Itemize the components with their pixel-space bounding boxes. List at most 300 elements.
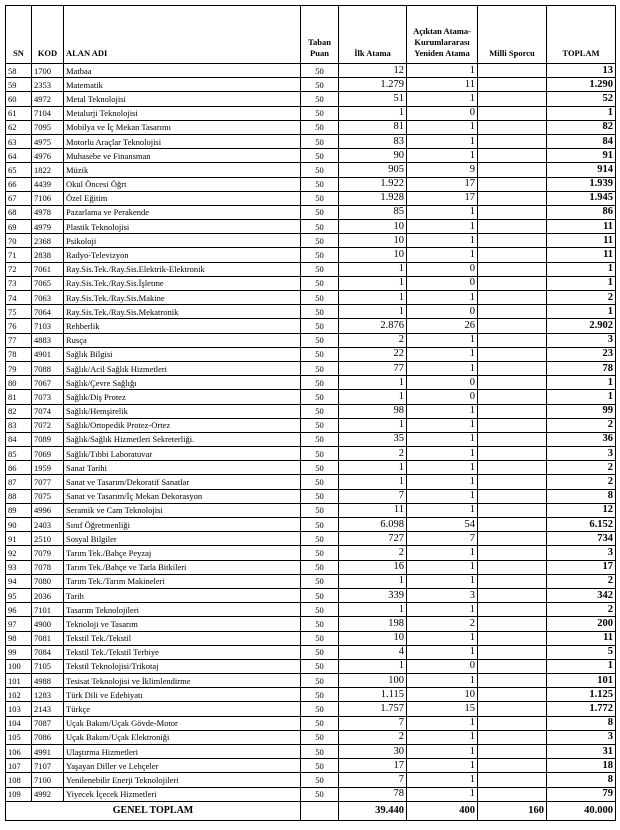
cell-kod: 2510 xyxy=(32,532,64,546)
cell-milli-sporcu xyxy=(478,361,547,375)
cell-milli-sporcu xyxy=(478,659,547,673)
cell-aciktan-atama: 11 xyxy=(407,78,478,92)
cell-ilk-atama: 905 xyxy=(339,163,407,177)
cell-alan-adi: Rusça xyxy=(64,333,301,347)
cell-kod: 7106 xyxy=(32,191,64,205)
cell-aciktan-atama: 1 xyxy=(407,418,478,432)
cell-milli-sporcu xyxy=(478,518,547,532)
cell-milli-sporcu xyxy=(478,149,547,163)
cell-sn: 67 xyxy=(6,191,32,205)
cell-aciktan-atama: 1 xyxy=(407,248,478,262)
cell-sn: 104 xyxy=(6,716,32,730)
cell-aciktan-atama: 1 xyxy=(407,432,478,446)
cell-milli-sporcu xyxy=(478,532,547,546)
cell-sn: 73 xyxy=(6,276,32,290)
table-row xyxy=(6,64,616,78)
table-row xyxy=(6,149,616,163)
cell-milli-sporcu xyxy=(478,234,547,248)
table-header-row xyxy=(6,6,616,64)
cell-taban-puan: 50 xyxy=(301,688,339,702)
cell-sn: 105 xyxy=(6,730,32,744)
cell-toplam: 2.902 xyxy=(547,319,616,333)
cell-kod: 7104 xyxy=(32,106,64,120)
cell-toplam: 78 xyxy=(547,361,616,375)
table-row xyxy=(6,503,616,517)
table-row xyxy=(6,546,616,560)
cell-kod: 7075 xyxy=(32,489,64,503)
cell-kod: 4976 xyxy=(32,149,64,163)
cell-taban-puan: 50 xyxy=(301,418,339,432)
header-taban-puan: Taban Puan xyxy=(301,6,339,64)
cell-toplam: 36 xyxy=(547,432,616,446)
cell-toplam: 914 xyxy=(547,163,616,177)
cell-toplam: 5 xyxy=(547,645,616,659)
cell-ilk-atama: 51 xyxy=(339,92,407,106)
cell-aciktan-atama: 1 xyxy=(407,361,478,375)
cell-kod: 7105 xyxy=(32,659,64,673)
cell-toplam: 1 xyxy=(547,106,616,120)
cell-milli-sporcu xyxy=(478,645,547,659)
cell-alan-adi: Okul Öncesi Öğrt xyxy=(64,177,301,191)
cell-sn: 107 xyxy=(6,759,32,773)
cell-taban-puan: 50 xyxy=(301,730,339,744)
table-row xyxy=(6,205,616,219)
cell-ilk-atama: 1.922 xyxy=(339,177,407,191)
cell-ilk-atama: 78 xyxy=(339,787,407,801)
table-row xyxy=(6,745,616,759)
cell-sn: 68 xyxy=(6,205,32,219)
cell-aciktan-atama: 0 xyxy=(407,390,478,404)
cell-kod: 1822 xyxy=(32,163,64,177)
cell-alan-adi: Uçak Bakım/Uçak Elektroniği xyxy=(64,730,301,744)
table-row xyxy=(6,92,616,106)
cell-alan-adi: Tekstil Tek./Tekstil Terbiye xyxy=(64,645,301,659)
header-sn: SN xyxy=(6,6,32,64)
cell-kod: 7087 xyxy=(32,716,64,730)
cell-toplam: 13 xyxy=(547,64,616,78)
cell-ilk-atama: 1 xyxy=(339,276,407,290)
table-row xyxy=(6,361,616,375)
table-row xyxy=(6,347,616,361)
cell-kod: 7064 xyxy=(32,305,64,319)
table-row xyxy=(6,276,616,290)
cell-kod: 7069 xyxy=(32,447,64,461)
cell-sn: 61 xyxy=(6,106,32,120)
header-alan-adi: ALAN ADI xyxy=(64,6,301,64)
cell-ilk-atama: 6.098 xyxy=(339,518,407,532)
cell-toplam: 3 xyxy=(547,333,616,347)
cell-sn: 80 xyxy=(6,376,32,390)
cell-alan-adi: Matematik xyxy=(64,78,301,92)
table-row xyxy=(6,305,616,319)
cell-kod: 4900 xyxy=(32,617,64,631)
cell-aciktan-atama: 1 xyxy=(407,447,478,461)
cell-alan-adi: Metalurji Teknolojisi xyxy=(64,106,301,120)
cell-milli-sporcu xyxy=(478,248,547,262)
cell-taban-puan: 50 xyxy=(301,361,339,375)
cell-kod: 7103 xyxy=(32,319,64,333)
cell-alan-adi: Seramik ve Cam Teknolojisi xyxy=(64,503,301,517)
cell-alan-adi: Uçak Bakım/Uçak Gövde-Motor xyxy=(64,716,301,730)
header-kod: KOD xyxy=(32,6,64,64)
cell-sn: 84 xyxy=(6,432,32,446)
cell-alan-adi: Ray.Sis.Tek./Ray.Sis.Mekatronik xyxy=(64,305,301,319)
cell-milli-sporcu xyxy=(478,390,547,404)
cell-toplam: 12 xyxy=(547,503,616,517)
table-row xyxy=(6,475,616,489)
cell-sn: 87 xyxy=(6,475,32,489)
cell-sn: 106 xyxy=(6,745,32,759)
cell-alan-adi: Radyo-Televizyon xyxy=(64,248,301,262)
cell-toplam: 17 xyxy=(547,560,616,574)
cell-milli-sporcu xyxy=(478,702,547,716)
cell-kod: 7063 xyxy=(32,291,64,305)
cell-aciktan-atama: 1 xyxy=(407,92,478,106)
cell-milli-sporcu xyxy=(478,631,547,645)
cell-alan-adi: Pazarlama ve Perakende xyxy=(64,205,301,219)
cell-kod: 7061 xyxy=(32,262,64,276)
cell-aciktan-atama: 1 xyxy=(407,291,478,305)
cell-sn: 65 xyxy=(6,163,32,177)
cell-sn: 76 xyxy=(6,319,32,333)
cell-taban-puan: 50 xyxy=(301,248,339,262)
cell-taban-puan: 50 xyxy=(301,390,339,404)
cell-kod: 7084 xyxy=(32,645,64,659)
cell-taban-puan: 50 xyxy=(301,220,339,234)
table-row xyxy=(6,560,616,574)
cell-alan-adi: Yenilenebilir Enerji Teknolojileri xyxy=(64,773,301,787)
cell-kod: 7078 xyxy=(32,560,64,574)
cell-alan-adi: Mobilya ve İç Mekan Tasarımı xyxy=(64,120,301,134)
table-row xyxy=(6,518,616,532)
cell-toplam: 1 xyxy=(547,305,616,319)
cell-ilk-atama: 98 xyxy=(339,404,407,418)
table-row xyxy=(6,659,616,673)
cell-kod: 7107 xyxy=(32,759,64,773)
cell-sn: 60 xyxy=(6,92,32,106)
cell-toplam: 1 xyxy=(547,262,616,276)
cell-aciktan-atama: 1 xyxy=(407,220,478,234)
cell-taban-puan: 50 xyxy=(301,759,339,773)
cell-aciktan-atama: 1 xyxy=(407,745,478,759)
cell-aciktan-atama: 1 xyxy=(407,475,478,489)
cell-taban-puan: 50 xyxy=(301,120,339,134)
cell-milli-sporcu xyxy=(478,291,547,305)
cell-toplam: 342 xyxy=(547,588,616,602)
cell-sn: 97 xyxy=(6,617,32,631)
cell-alan-adi: Sağlık/Ortopedik Protez-Ortez xyxy=(64,418,301,432)
cell-ilk-atama: 2 xyxy=(339,546,407,560)
cell-taban-puan: 50 xyxy=(301,787,339,801)
cell-sn: 64 xyxy=(6,149,32,163)
cell-milli-sporcu xyxy=(478,134,547,148)
cell-taban-puan: 50 xyxy=(301,447,339,461)
cell-kod: 7095 xyxy=(32,120,64,134)
cell-sn: 62 xyxy=(6,120,32,134)
cell-toplam: 3 xyxy=(547,447,616,461)
cell-taban-puan: 50 xyxy=(301,617,339,631)
cell-toplam: 2 xyxy=(547,461,616,475)
cell-taban-puan: 50 xyxy=(301,475,339,489)
cell-alan-adi: Tasarım Teknolojileri xyxy=(64,603,301,617)
cell-ilk-atama: 1.279 xyxy=(339,78,407,92)
cell-ilk-atama: 7 xyxy=(339,716,407,730)
header-ilk-atama: İlk Atama xyxy=(339,6,407,64)
cell-milli-sporcu xyxy=(478,773,547,787)
cell-kod: 7080 xyxy=(32,574,64,588)
cell-aciktan-atama: 1 xyxy=(407,404,478,418)
cell-milli-sporcu xyxy=(478,404,547,418)
cell-aciktan-atama: 1 xyxy=(407,347,478,361)
cell-toplam: 84 xyxy=(547,134,616,148)
cell-aciktan-atama: 1 xyxy=(407,489,478,503)
table-row xyxy=(6,248,616,262)
cell-taban-puan: 50 xyxy=(301,546,339,560)
cell-toplam: 11 xyxy=(547,220,616,234)
grand-total-row xyxy=(6,801,616,820)
cell-toplam: 79 xyxy=(547,787,616,801)
cell-taban-puan: 50 xyxy=(301,276,339,290)
cell-sn: 82 xyxy=(6,404,32,418)
cell-ilk-atama: 1 xyxy=(339,461,407,475)
cell-milli-sporcu xyxy=(478,447,547,461)
cell-ilk-atama: 1.928 xyxy=(339,191,407,205)
cell-taban-puan: 50 xyxy=(301,645,339,659)
grand-total-milli-sporcu: 160 xyxy=(478,801,547,820)
cell-toplam: 1.772 xyxy=(547,702,616,716)
cell-aciktan-atama: 1 xyxy=(407,546,478,560)
table-row xyxy=(6,177,616,191)
cell-taban-puan: 50 xyxy=(301,716,339,730)
cell-milli-sporcu xyxy=(478,191,547,205)
cell-alan-adi: Sağlık/Acil Sağlık Hizmetleri xyxy=(64,361,301,375)
cell-milli-sporcu xyxy=(478,163,547,177)
cell-aciktan-atama: 7 xyxy=(407,532,478,546)
cell-ilk-atama: 1 xyxy=(339,376,407,390)
cell-sn: 92 xyxy=(6,546,32,560)
cell-sn: 78 xyxy=(6,347,32,361)
cell-toplam: 1 xyxy=(547,276,616,290)
cell-ilk-atama: 1 xyxy=(339,291,407,305)
cell-alan-adi: Muhasebe ve Finansman xyxy=(64,149,301,163)
cell-aciktan-atama: 1 xyxy=(407,645,478,659)
cell-milli-sporcu xyxy=(478,503,547,517)
cell-sn: 108 xyxy=(6,773,32,787)
cell-aciktan-atama: 1 xyxy=(407,134,478,148)
cell-milli-sporcu xyxy=(478,305,547,319)
cell-aciktan-atama: 1 xyxy=(407,574,478,588)
cell-sn: 103 xyxy=(6,702,32,716)
cell-toplam: 23 xyxy=(547,347,616,361)
cell-aciktan-atama: 15 xyxy=(407,702,478,716)
cell-taban-puan: 50 xyxy=(301,432,339,446)
cell-sn: 89 xyxy=(6,503,32,517)
cell-ilk-atama: 22 xyxy=(339,347,407,361)
cell-alan-adi: Müzik xyxy=(64,163,301,177)
table-row xyxy=(6,376,616,390)
cell-toplam: 11 xyxy=(547,631,616,645)
cell-toplam: 1.290 xyxy=(547,78,616,92)
table-row xyxy=(6,759,616,773)
cell-kod: 1283 xyxy=(32,688,64,702)
cell-toplam: 2 xyxy=(547,291,616,305)
cell-aciktan-atama: 9 xyxy=(407,163,478,177)
cell-kod: 4979 xyxy=(32,220,64,234)
table-row xyxy=(6,674,616,688)
cell-kod: 1700 xyxy=(32,64,64,78)
cell-milli-sporcu xyxy=(478,730,547,744)
cell-taban-puan: 50 xyxy=(301,106,339,120)
cell-kod: 4996 xyxy=(32,503,64,517)
table-body xyxy=(6,64,616,802)
cell-sn: 70 xyxy=(6,234,32,248)
cell-toplam: 2 xyxy=(547,603,616,617)
cell-ilk-atama: 1.115 xyxy=(339,688,407,702)
table-row xyxy=(6,603,616,617)
cell-milli-sporcu xyxy=(478,489,547,503)
cell-aciktan-atama: 2 xyxy=(407,617,478,631)
cell-sn: 83 xyxy=(6,418,32,432)
cell-milli-sporcu xyxy=(478,588,547,602)
table-row xyxy=(6,489,616,503)
table-row xyxy=(6,787,616,801)
cell-taban-puan: 50 xyxy=(301,149,339,163)
cell-alan-adi: Matbaa xyxy=(64,64,301,78)
cell-kod: 1959 xyxy=(32,461,64,475)
cell-toplam: 1.945 xyxy=(547,191,616,205)
cell-alan-adi: Tarım Tek./Tarım Makineleri xyxy=(64,574,301,588)
cell-sn: 93 xyxy=(6,560,32,574)
grand-total-ilk-atama: 39.440 xyxy=(339,801,407,820)
cell-sn: 77 xyxy=(6,333,32,347)
table-row xyxy=(6,404,616,418)
cell-alan-adi: Özel Eğitim xyxy=(64,191,301,205)
cell-taban-puan: 50 xyxy=(301,404,339,418)
cell-milli-sporcu xyxy=(478,64,547,78)
cell-milli-sporcu xyxy=(478,262,547,276)
cell-aciktan-atama: 1 xyxy=(407,674,478,688)
cell-taban-puan: 50 xyxy=(301,674,339,688)
cell-alan-adi: Ray.Sis.Tek./Ray.Sis.Elektrik-Elektronik xyxy=(64,262,301,276)
cell-ilk-atama: 90 xyxy=(339,149,407,163)
table-row xyxy=(6,702,616,716)
cell-ilk-atama: 7 xyxy=(339,773,407,787)
cell-taban-puan: 50 xyxy=(301,745,339,759)
cell-sn: 71 xyxy=(6,248,32,262)
grand-total-taban xyxy=(301,801,339,820)
cell-taban-puan: 50 xyxy=(301,503,339,517)
cell-aciktan-atama: 17 xyxy=(407,191,478,205)
cell-alan-adi: Motorlu Araçlar Teknolojisi xyxy=(64,134,301,148)
cell-ilk-atama: 1 xyxy=(339,603,407,617)
cell-toplam: 6.152 xyxy=(547,518,616,532)
cell-ilk-atama: 77 xyxy=(339,361,407,375)
table-row xyxy=(6,588,616,602)
cell-milli-sporcu xyxy=(478,92,547,106)
cell-ilk-atama: 1 xyxy=(339,418,407,432)
placement-table xyxy=(5,5,616,821)
cell-milli-sporcu xyxy=(478,716,547,730)
cell-milli-sporcu xyxy=(478,78,547,92)
cell-alan-adi: Tarım Tek./Bahçe Peyzaj xyxy=(64,546,301,560)
cell-alan-adi: Metal Teknolojisi xyxy=(64,92,301,106)
cell-taban-puan: 50 xyxy=(301,560,339,574)
cell-aciktan-atama: 26 xyxy=(407,319,478,333)
cell-taban-puan: 50 xyxy=(301,177,339,191)
cell-aciktan-atama: 1 xyxy=(407,205,478,219)
cell-taban-puan: 50 xyxy=(301,134,339,148)
cell-kod: 4988 xyxy=(32,674,64,688)
cell-toplam: 1 xyxy=(547,659,616,673)
cell-kod: 4972 xyxy=(32,92,64,106)
table-row xyxy=(6,688,616,702)
grand-total-toplam: 40.000 xyxy=(547,801,616,820)
cell-alan-adi: Rehberlik xyxy=(64,319,301,333)
cell-milli-sporcu xyxy=(478,418,547,432)
table-row xyxy=(6,773,616,787)
cell-alan-adi: Sağlık/Tıbbi Laboratuvar xyxy=(64,447,301,461)
cell-ilk-atama: 1 xyxy=(339,659,407,673)
cell-toplam: 8 xyxy=(547,773,616,787)
cell-ilk-atama: 30 xyxy=(339,745,407,759)
table-row xyxy=(6,78,616,92)
cell-milli-sporcu xyxy=(478,688,547,702)
cell-alan-adi: Sınıf Öğretmenliği xyxy=(64,518,301,532)
cell-taban-puan: 50 xyxy=(301,659,339,673)
cell-kod: 2143 xyxy=(32,702,64,716)
cell-ilk-atama: 2.876 xyxy=(339,319,407,333)
cell-taban-puan: 50 xyxy=(301,319,339,333)
cell-kod: 7077 xyxy=(32,475,64,489)
cell-aciktan-atama: 17 xyxy=(407,177,478,191)
cell-sn: 95 xyxy=(6,588,32,602)
cell-toplam: 2 xyxy=(547,418,616,432)
cell-ilk-atama: 1 xyxy=(339,106,407,120)
table-row xyxy=(6,447,616,461)
cell-taban-puan: 50 xyxy=(301,489,339,503)
cell-ilk-atama: 2 xyxy=(339,447,407,461)
cell-sn: 72 xyxy=(6,262,32,276)
cell-sn: 98 xyxy=(6,631,32,645)
cell-aciktan-atama: 10 xyxy=(407,688,478,702)
table-row xyxy=(6,220,616,234)
cell-kod: 7100 xyxy=(32,773,64,787)
cell-ilk-atama: 10 xyxy=(339,248,407,262)
cell-taban-puan: 50 xyxy=(301,205,339,219)
cell-taban-puan: 50 xyxy=(301,191,339,205)
cell-aciktan-atama: 0 xyxy=(407,262,478,276)
table-row xyxy=(6,191,616,205)
table-row xyxy=(6,730,616,744)
cell-milli-sporcu xyxy=(478,574,547,588)
cell-toplam: 8 xyxy=(547,716,616,730)
cell-kod: 7088 xyxy=(32,361,64,375)
cell-toplam: 1.125 xyxy=(547,688,616,702)
cell-alan-adi: Sağlık/Hemşirelik xyxy=(64,404,301,418)
cell-ilk-atama: 10 xyxy=(339,234,407,248)
cell-sn: 69 xyxy=(6,220,32,234)
cell-sn: 100 xyxy=(6,659,32,673)
cell-milli-sporcu xyxy=(478,475,547,489)
cell-milli-sporcu xyxy=(478,674,547,688)
cell-toplam: 52 xyxy=(547,92,616,106)
cell-taban-puan: 50 xyxy=(301,518,339,532)
table-row xyxy=(6,617,616,631)
cell-toplam: 31 xyxy=(547,745,616,759)
cell-sn: 74 xyxy=(6,291,32,305)
cell-sn: 59 xyxy=(6,78,32,92)
cell-kod: 4991 xyxy=(32,745,64,759)
